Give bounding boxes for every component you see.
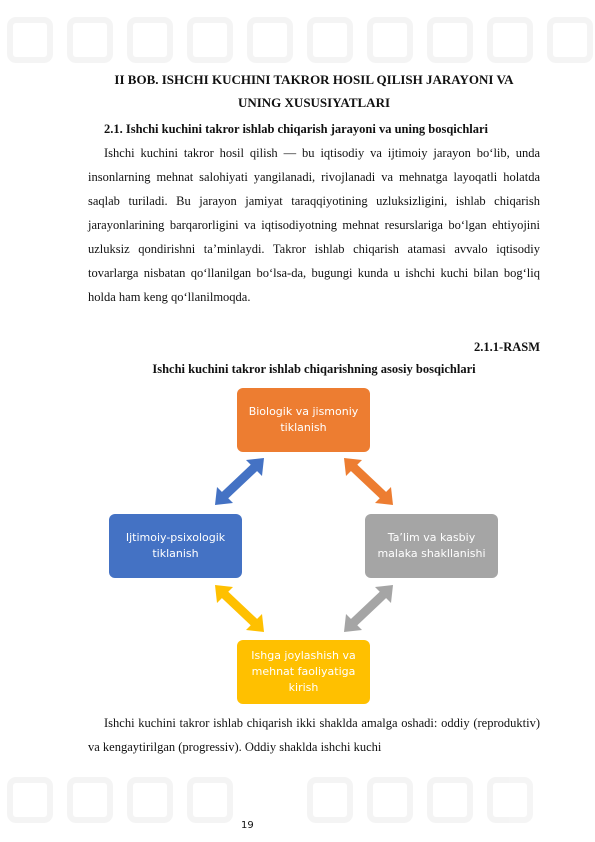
diagram-box-social-psychological-recovery: Ijtimoiy-psixologik tiklanish: [109, 514, 242, 578]
figure-caption: Ishchi kuchini takror ishlab chiqarishning asosiy bosqichlari: [152, 362, 476, 376]
chapter-title-line1: II BOB. ISHCHI KUCHINI TAKROR HOSIL QILISH JARAYONI VA: [114, 72, 514, 87]
diagram-box-biological-recovery: Biologik va jismoniy tiklanish: [237, 388, 370, 452]
paragraph-1: Ishchi kuchini takror hosil qilish — bu iqtisodiy va ijtimoiy jarayon bo‘lib, unda insonlarning mehnat salohiyati yangilanadi, rivojlanadi va mehnatga layoqatli holatda saqlab turiladi. Bu jarayon jamiyat taraqqiyotining uzluksizligini, ishlab chiqarish jarayonlarining barqarorligini va iqtisodiyotning mehnat resurslariga bo‘lgan ehtiyojini uzluksiz qondirishni ta’minlaydi. Takror ishlab chiqarish atamasi avvalo iqtisodiy tovarlarga nisbatan qo‘llanilgan bo‘lsa-da, bugungi kunda u ishchi kuchi bilan bog‘liq holda ham keng qo‘llanilmoqda.: [88, 146, 540, 304]
diagram-box-employment-entry: Ishga joylashish va mehnat faoliyatiga kirish: [237, 640, 370, 704]
diagram-box-education-qualification: Ta’lim va kasbiy malaka shakllanishi: [365, 514, 498, 578]
arrow-top-left: [215, 458, 264, 505]
arrow-bottom-left: [215, 585, 264, 632]
chapter-title-line2: UNING XUSUSIYATLARI: [237, 95, 391, 110]
paragraph-2: Ishchi kuchini takror ishlab chiqarish ikki shaklda amalga oshadi: oddiy (reproduktiv) va kengaytirilgan (progressiv). Oddiy shaklda ishchi kuchi: [88, 716, 540, 754]
arrow-top-right: [344, 458, 393, 505]
arrow-bottom-right: [344, 585, 393, 632]
figure-number: 2.1.1-RASM: [474, 340, 540, 354]
page-number: 19: [241, 820, 254, 831]
section-title: 2.1. Ishchi kuchini takror ishlab chiqarish jarayoni va uning bosqichlari: [104, 122, 489, 136]
